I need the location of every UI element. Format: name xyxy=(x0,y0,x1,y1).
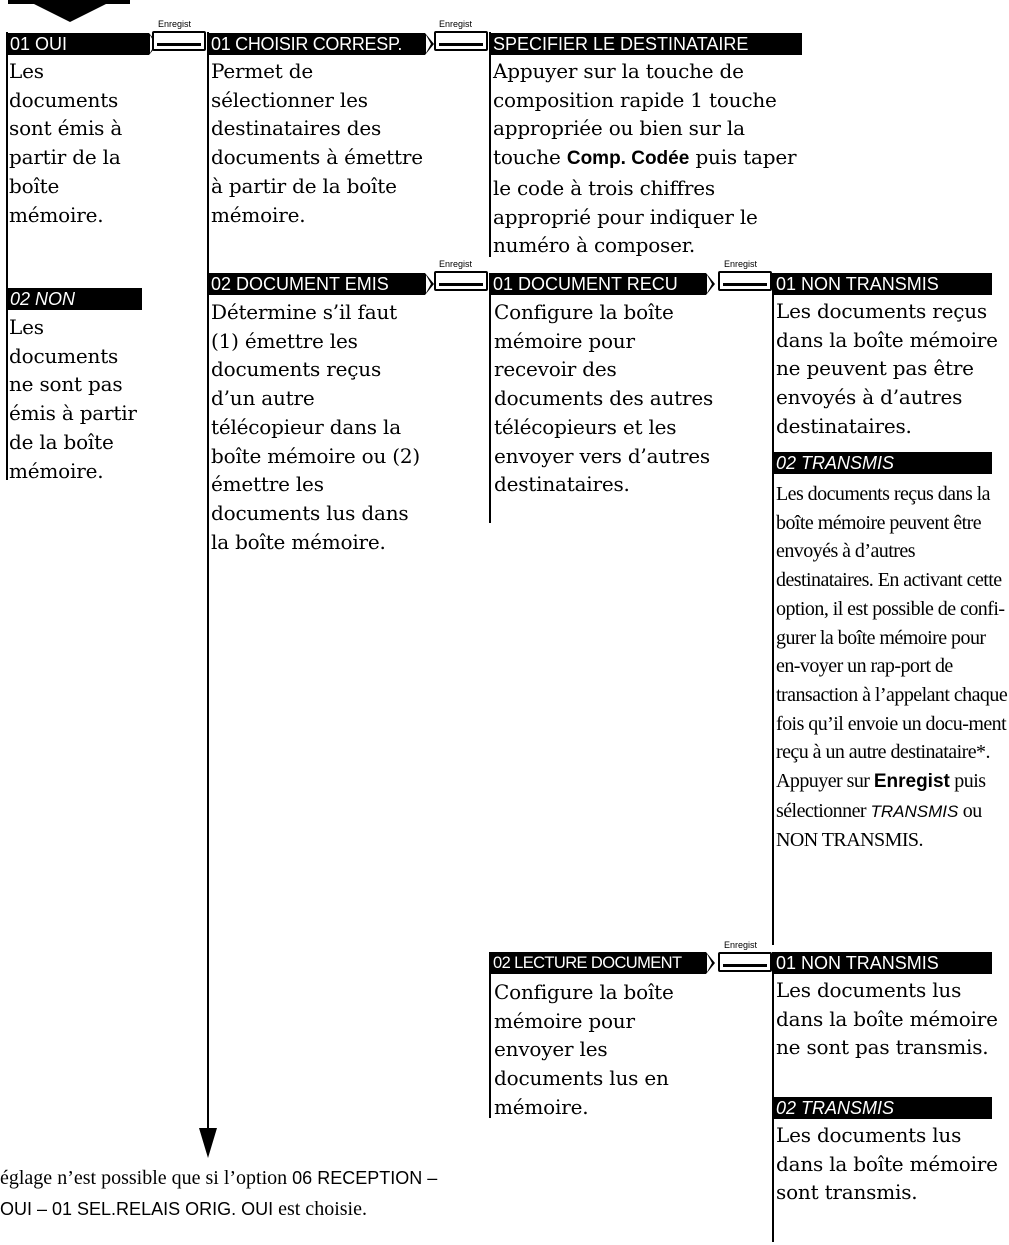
column1-line xyxy=(6,32,8,480)
option-oui-label: 01 OUI xyxy=(6,33,149,55)
footnote-line-1: églage n’est possible que si l’option 06 RECEPTION – xyxy=(0,1167,438,1189)
flow-down-arrow-icon xyxy=(0,0,140,26)
column3-line-middle xyxy=(489,273,491,523)
enregist-key-icon xyxy=(434,271,488,291)
enregist-key-icon xyxy=(718,952,772,972)
enregist-key-icon xyxy=(718,271,772,291)
main-flow-line xyxy=(207,32,209,1132)
recu-transmis-label: 02 TRANSMIS xyxy=(772,452,992,474)
enregist-key-icon xyxy=(152,31,206,51)
enregist-key-icon xyxy=(434,31,488,51)
choisir-corresp-label: 01 CHOISIR CORRESP. xyxy=(207,33,425,55)
document-emis-arrow-icon xyxy=(425,273,434,295)
footnote-line-2: OUI – 01 SEL.RELAIS ORIG. OUI est choisie. xyxy=(0,1198,367,1220)
lecture-document-description: Configure la boîte mémoire pour envoyer les documents lus en mémoire. xyxy=(494,980,674,1119)
option-non-description: Les documents ne sont pas émis à partir de la boîte mémoire. xyxy=(9,315,137,483)
lecture-transmis-description: Les documents lus dans la boîte mémoire sont transmis. xyxy=(776,1123,998,1205)
enregist-key-label: Enregist xyxy=(158,19,192,29)
enregist-key-label: Enregist xyxy=(724,940,758,950)
recu-non-transmis-label: 01 NON TRANSMIS xyxy=(772,273,992,295)
recu-non-transmis-description: Les documents reçus dans la boîte mémoire ne peuvent pas être envoyés à d’autres destinataires. xyxy=(776,299,998,438)
option-oui-description: Les documents sont émis à partir de la boîte mémoire. xyxy=(9,59,123,227)
enregist-key-label: Enregist xyxy=(439,19,473,29)
document-recu-description: Configure la boîte mémoire pour recevoir des documents des autres télécopieurs et les envoyer vers d’autres destinataires. xyxy=(494,300,714,497)
column3-line-top xyxy=(489,32,491,257)
comp-codee-key-name: Comp. Codée xyxy=(566,148,690,170)
option-non-label: 02 NON xyxy=(6,288,142,310)
column4-line-top xyxy=(772,273,774,945)
enregist-key-name: Enregist xyxy=(873,771,950,793)
enregist-key-label: Enregist xyxy=(439,259,473,269)
lecture-document-arrow-icon xyxy=(706,952,715,974)
document-emis-label: 02 DOCUMENT EMIS xyxy=(207,273,425,295)
specifier-destinataire-description: Appuyer sur la touche de composition rapide 1 touche appropriée ou bien sur la touche Comp. Codée puis taper le code à trois chiffres approprié pour indiquer le numéro à composer. xyxy=(493,59,797,258)
document-emis-description: Détermine s’il faut (1) émettre les documents reçus d’un autre télécopieur dans la boîte mémoire ou (2) émettre les documents lus dans la boîte mémoire. xyxy=(211,300,421,554)
lecture-non-transmis-description: Les documents lus dans la boîte mémoire ne sont pas transmis. xyxy=(776,978,998,1060)
enregist-key-label: Enregist xyxy=(724,259,758,269)
lecture-transmis-label: 02 TRANSMIS xyxy=(772,1097,992,1119)
choisir-corresp-description: Permet de sélectionner les destinataires des documents à émettre à partir de la boîte mémoire. xyxy=(211,59,423,227)
recu-transmis-description: Les documents reçus dans la boîte mémoire peuvent être envoyés à d’autres destinataires. En activant cette option, il est possible de confi-gurer la boîte mémoire pour en-voyer un rap-port de transaction à l’appelant chaque fois qu’il envoie un docu-ment reçu à un autre destinataire*. Appuyer sur Enregist puis sélectionner TRANSMIS ou NON TRANSMIS. xyxy=(776,483,1008,852)
document-recu-arrow-icon xyxy=(706,273,715,295)
flow-end-arrow-icon xyxy=(199,1128,217,1160)
specifier-destinataire-label: SPECIFIER LE DESTINATAIRE xyxy=(489,33,802,55)
lecture-document-label: 02 LECTURE DOCUMENT xyxy=(489,952,706,974)
document-recu-label: 01 DOCUMENT RECU xyxy=(489,273,706,295)
lecture-non-transmis-label: 01 NON TRANSMIS xyxy=(772,952,992,974)
choisir-corresp-arrow-icon xyxy=(425,33,434,55)
column3-line-bottom xyxy=(489,952,491,1118)
